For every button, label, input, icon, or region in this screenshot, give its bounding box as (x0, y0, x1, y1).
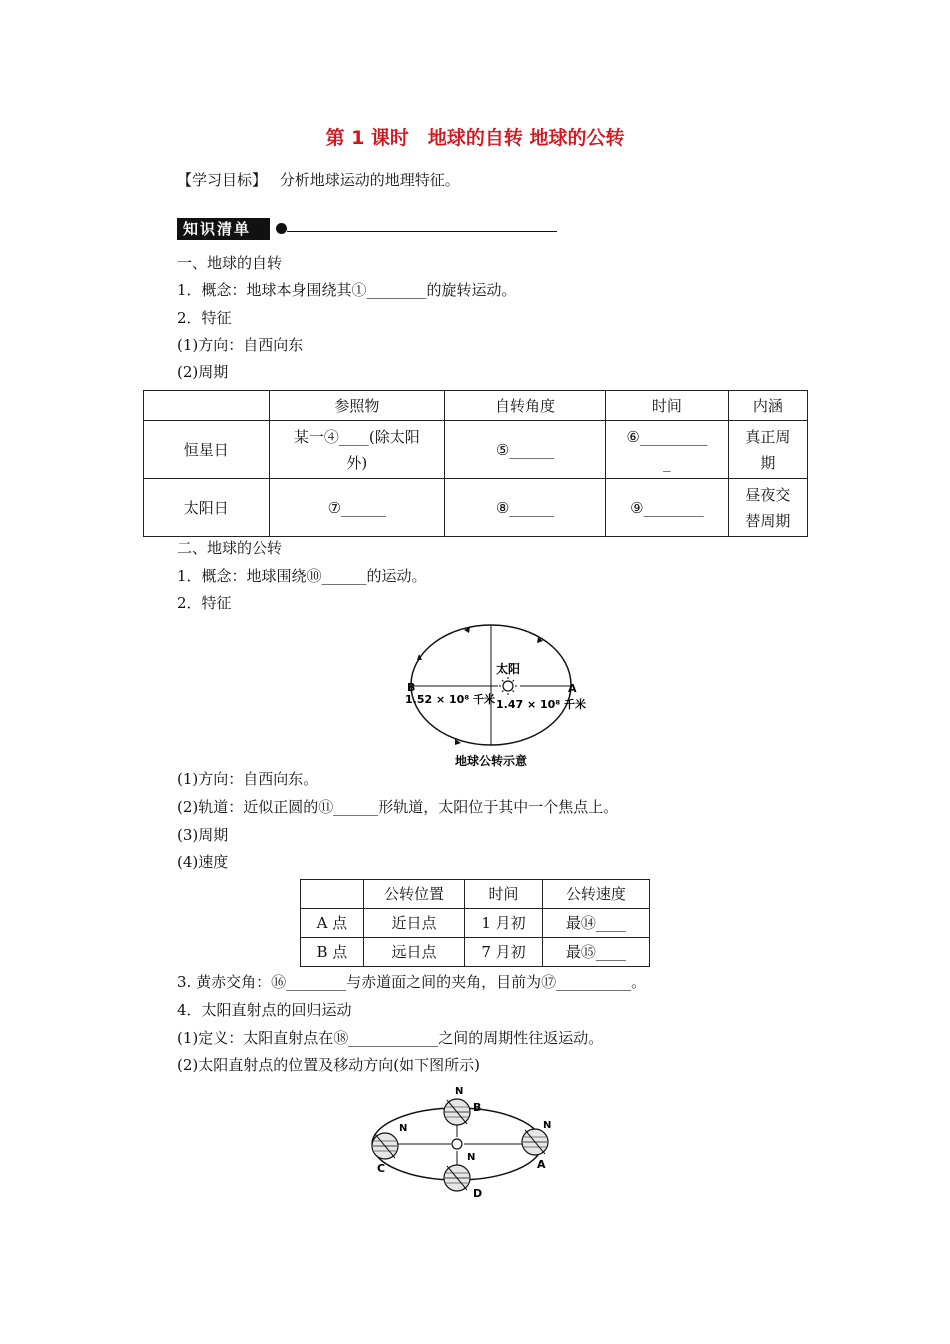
point-b-label: B (407, 681, 416, 694)
subsolar-position: (2)太阳直射点的位置及移动方向(如下图所示) (177, 1056, 480, 1074)
rotation-concept: 1．概念：地球本身围绕其①________的旋转运动。 (177, 281, 517, 299)
table-header-cell: 自转角度 (445, 391, 606, 421)
earth-globe-c-icon (372, 1133, 398, 1159)
table-cell (269, 421, 445, 479)
table-row (144, 479, 808, 537)
section2-heading: 二、地球的公转 (177, 539, 283, 557)
revolution-speed-table (300, 879, 650, 967)
table-cell: ⑦______ (269, 479, 445, 537)
perihelion-distance: 1.47 × 10⁸ 千米 (496, 698, 586, 711)
table-header-cell (301, 880, 364, 909)
north-label: N (455, 1086, 464, 1097)
rotation-period-table (143, 390, 808, 537)
objective-text: 分析地球运动的地理特征。 (279, 171, 460, 189)
earth-globe-b-icon (444, 1099, 470, 1125)
revolution-speed: (4)速度 (177, 853, 229, 871)
cell-line: 外) (346, 453, 368, 472)
cell-line: 替周期 (745, 511, 791, 530)
banner-dot-icon (276, 223, 287, 234)
rotation-direction: (1)方向：自西向东 (177, 336, 304, 354)
revolution-feature: 2．特征 (177, 594, 232, 612)
table-cell: 7 月初 (465, 938, 542, 967)
table-header-cell: 参照物 (269, 391, 445, 421)
objective-label: 【学习目标】 (177, 171, 268, 189)
table-cell (728, 421, 807, 479)
table-cell (728, 479, 807, 537)
table-header-cell: 公转位置 (363, 880, 465, 909)
table-header-cell: 时间 (605, 391, 728, 421)
table-cell: 最⑭____ (542, 909, 649, 938)
table-cell: A 点 (301, 909, 364, 938)
earth-globe-d-icon (444, 1165, 470, 1191)
table-header-cell: 内涵 (728, 391, 807, 421)
cell-line: 某一④____(除太阳 (293, 427, 420, 446)
rotation-feature: 2．特征 (177, 309, 232, 327)
banner-divider (287, 231, 557, 232)
cell-line: 真正周 (745, 427, 791, 446)
north-label: N (467, 1152, 476, 1163)
table-cell: 最⑮____ (542, 938, 649, 967)
table-cell: 远日点 (363, 938, 465, 967)
revolution-direction: (1)方向：自西向东。 (177, 770, 319, 788)
table-header-cell: 时间 (465, 880, 542, 909)
position-a-label: A (537, 1158, 546, 1171)
knowledge-banner: 知识清单 (177, 218, 270, 240)
subsolar-definition: (1)定义：太阳直射点在⑱____________之间的周期性往返运动。 (177, 1029, 604, 1047)
rotation-period: (2)周期 (177, 363, 229, 381)
table-header-cell: 公转速度 (542, 880, 649, 909)
orbit-figure (395, 622, 595, 772)
position-b-label: B (473, 1101, 482, 1114)
revolution-period: (3)周期 (177, 826, 229, 844)
cell-line: _ (663, 453, 671, 472)
section1-heading: 一、地球的自转 (177, 254, 283, 272)
seasons-figure (365, 1080, 565, 1205)
table-header-row (144, 391, 808, 421)
table-header-cell (144, 391, 270, 421)
cell-line: 期 (760, 453, 776, 472)
point-a-label: A (568, 682, 577, 695)
aphelion-distance: 1.52 × 10⁸ 千米 (405, 693, 495, 706)
sun-label: 太阳 (496, 662, 521, 676)
revolution-orbit: (2)轨道：近似正圆的⑪______形轨道，太阳位于其中一个焦点上。 (177, 798, 619, 816)
north-label: N (543, 1120, 552, 1131)
table-row (301, 909, 650, 938)
cell-line: 昼夜交 (745, 485, 791, 504)
position-d-label: D (473, 1187, 483, 1200)
table-row (144, 421, 808, 479)
obliquity-line: 3. 黄赤交角：⑯________与赤道面之间的夹角，目前为⑰__________。 (177, 973, 647, 991)
position-c-label: C (377, 1162, 386, 1175)
table-header-row (301, 880, 650, 909)
page-title: 第 1 课时 地球的自转 地球的公转 (325, 127, 625, 149)
table-cell: 1 月初 (465, 909, 542, 938)
table-row (301, 938, 650, 967)
table-cell: ⑨________ (605, 479, 728, 537)
table-cell (605, 421, 728, 479)
earth-globe-a-icon (522, 1129, 548, 1155)
table-cell: 近日点 (363, 909, 465, 938)
cell-line: ⑥_________ (626, 427, 708, 446)
orbit-caption: 地球公转示意 (454, 754, 528, 768)
table-cell: ⑤______ (445, 421, 606, 479)
learning-objective (177, 170, 460, 190)
revolution-concept: 1．概念：地球围绕⑩______的运动。 (177, 567, 427, 585)
section4-heading: 4．太阳直射点的回归运动 (177, 1001, 352, 1019)
sun-icon (499, 677, 517, 695)
table-cell: 太阳日 (144, 479, 270, 537)
table-cell: ⑧______ (445, 479, 606, 537)
north-label: N (399, 1123, 408, 1134)
table-cell: B 点 (301, 938, 364, 967)
table-cell: 恒星日 (144, 421, 270, 479)
